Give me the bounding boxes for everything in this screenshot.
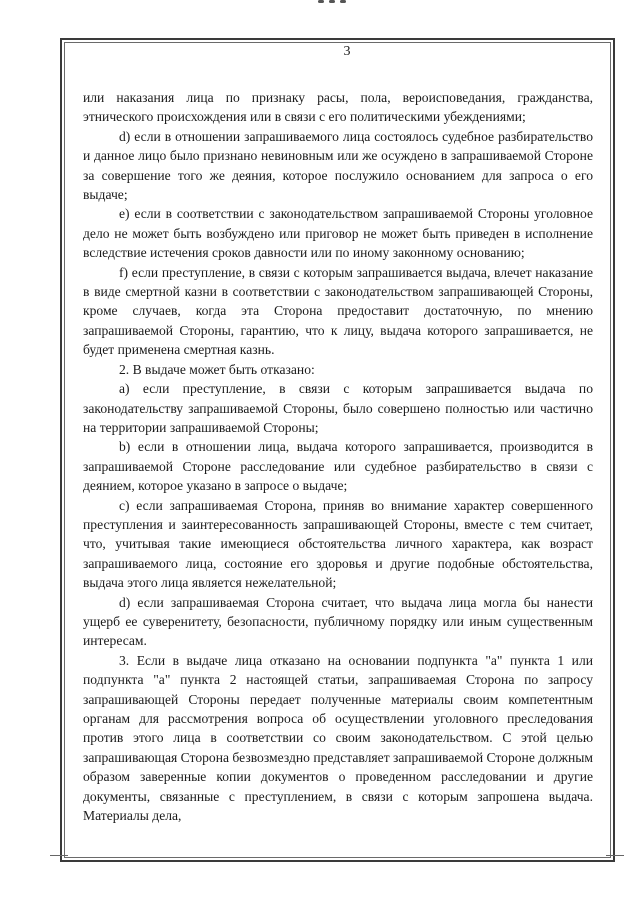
scan-mark	[318, 0, 324, 3]
paragraph-1e: е) если в соответствии с законодательством запрашиваемой Стороны уголовное дело не может быть возбуждено или приговор не может быть приведен в исполнение вследствие истечения сроков давности или по иному законному основанию;	[83, 206, 593, 261]
scan-mark	[329, 0, 335, 3]
paragraph-2d: d) если запрашиваемая Сторона считает, что выдача лица могла бы нанести ущерб ее суверенитету, безопасности, публичному порядку или иным существенным интересам.	[83, 594, 593, 649]
page-number: 3	[343, 44, 351, 59]
paragraph-1d: d) если в отношении запрашиваемого лица состоялось судебное разбирательство и данное лицо было признано невиновным или же осуждено в запрашиваемой Стороне за совершение того же деяния, которое послужило основанием для запроса о его выдаче;	[83, 128, 593, 203]
paragraph-2a: а) если преступление, в связи с которым запрашивается выдача по законодательству запрашиваемой Стороны, было совершено полностью или частично на территории запрашиваемой Стороны;	[83, 381, 593, 435]
document-body	[83, 88, 593, 825]
paragraph-continuation: или наказания лица по признаку расы, пола, вероисповедания, гражданства, этнического происхождения или в связи с его политическими убеждениями;	[83, 90, 593, 125]
border-tick-right	[606, 855, 624, 856]
paragraph-2c: c) если запрашиваемая Сторона, приняв во внимание характер совершенного преступления и заинтересованность запрашивающей Стороны, вместе с тем считает, что, учитывая такие имеющиеся обстоятельства личного характера, как возраст запрашиваемого лица, состояние его здоровья и другие подобные обстоятельства, выдача этого лица является нежелательной;	[83, 497, 593, 591]
scan-marks	[312, 0, 352, 8]
paragraph-1f: f) если преступление, в связи с которым запрашивается выдача, влечет наказание в виде смертной казни в соответствии с законодательством запрашивающей Стороны, кроме случаев, когда эта Сторона предоставит достаточную, по мнению запрашиваемой Стороны, гарантию, что к лицу, выдача которого запрашивается, не будет применена смертная казнь.	[83, 264, 593, 358]
paragraph-2: 2. В выдаче может быть отказано:	[119, 361, 315, 377]
paragraph-2b: b) если в отношении лица, выдача которого запрашивается, производится в запрашиваемой Стороне расследование или судебное разбирательство в связи с деянием, которое указано в запросе о выдаче;	[83, 439, 593, 494]
paragraph-3: 3. Если в выдаче лица отказано на основании подпункта "а" пункта 1 или подпункта "а" пункта 2 настоящей статьи, запрашиваемая Сторона по запросу запрашивающей Стороны передает полученные материалы своим компетентным органам для рассмотрения вопроса об осуществлении уголовного преследования против этого лица в соответствии со своим законодательством. С этой целью запрашивающая Сторона безвозмездно представляет запрашиваемой Стороне должным образом заверенные копии документов о проведенном расследовании и другие документы, связанные с преступлением, в связи с которым запрошена выдача. Материалы дела,	[83, 652, 593, 824]
scan-mark	[340, 0, 346, 3]
border-tick-left	[50, 855, 68, 856]
